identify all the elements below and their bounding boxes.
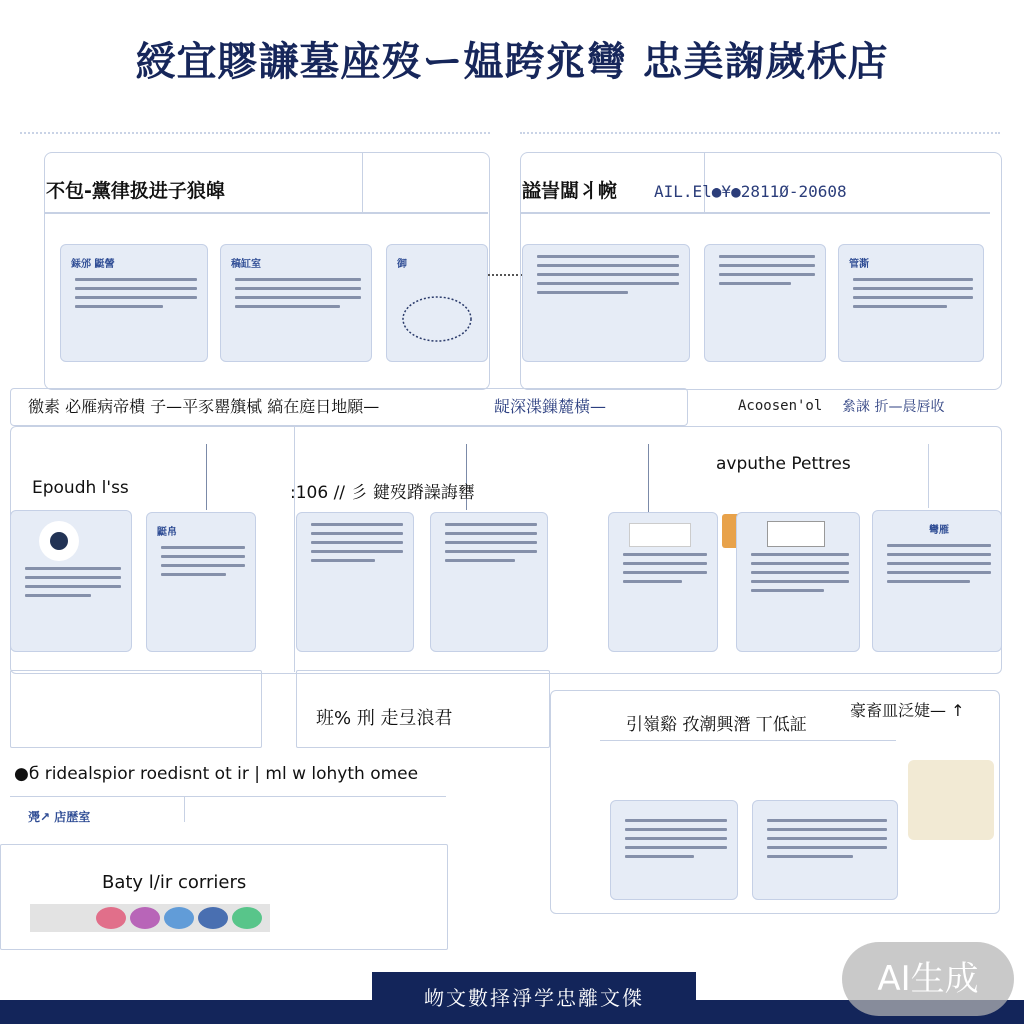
ai-watermark: AI生成 bbox=[842, 942, 1014, 1016]
divider bbox=[600, 740, 896, 741]
card-title: 管澌 bbox=[849, 259, 869, 270]
box-right-label: 引嶺谿 孜潮興潛 丅低証 bbox=[626, 715, 807, 735]
info-card bbox=[736, 512, 860, 652]
divider bbox=[294, 426, 295, 672]
panel-header: 不包-黨律扱进子狼皡 bbox=[46, 180, 225, 202]
info-card bbox=[872, 510, 1002, 652]
mid-text-center: 龊深渫鏁麓橫— bbox=[494, 397, 607, 416]
page-title: 綬宜賿譧墓座歿ー媪跨宨彎 忠美諊嵗枖店 bbox=[135, 39, 889, 85]
divider bbox=[20, 132, 490, 134]
card-title: 御 bbox=[397, 259, 407, 270]
divider bbox=[928, 444, 929, 508]
box bbox=[10, 670, 262, 748]
arrow bbox=[206, 444, 207, 510]
legend-box bbox=[0, 844, 448, 950]
device-icon bbox=[629, 523, 691, 547]
small-caption: 凴↗ 店歴室 bbox=[28, 810, 91, 824]
mid-text-left: 徼素 必雁病帝樻 子—平豕罌籏樲 縞在庭日地願— bbox=[28, 397, 380, 416]
legend-color-dot bbox=[164, 907, 194, 929]
divider bbox=[520, 132, 1000, 134]
divider bbox=[10, 796, 446, 797]
avatar-icon bbox=[39, 521, 79, 561]
divider bbox=[44, 212, 488, 214]
legend-color-dot bbox=[96, 907, 126, 929]
info-card bbox=[752, 800, 898, 900]
section-label: avputhe Pettres bbox=[716, 454, 851, 474]
bottom-banner-text: 岉文數择淨学忠離文傑 bbox=[424, 986, 644, 1010]
legend-label: Baty l/ir corriers bbox=[102, 872, 247, 893]
mid-text-right: Acoosen'ol bbox=[738, 398, 823, 414]
card-title: 銾邠 鼮謍 bbox=[71, 259, 115, 270]
divider bbox=[184, 796, 185, 822]
card-title: 彎雁 bbox=[929, 525, 949, 536]
panel-header: 謚訔闆丬帵 bbox=[522, 180, 618, 202]
info-card bbox=[10, 510, 132, 652]
info-card bbox=[838, 244, 984, 362]
divider bbox=[362, 152, 363, 212]
info-card bbox=[60, 244, 208, 362]
section-label: Epoudh l'ss bbox=[32, 478, 129, 498]
mid-text-right-2: 絫誺 折—晨唇收 bbox=[842, 399, 945, 415]
legend-color-dot bbox=[232, 907, 262, 929]
card-title: 鼮帛 bbox=[157, 527, 177, 538]
box-right-label-2: 豪畜皿泛婕— ↑ bbox=[850, 701, 965, 720]
legend-color-dot bbox=[130, 907, 160, 929]
info-card bbox=[522, 244, 690, 362]
product-image bbox=[908, 760, 994, 840]
card-title: 稿缸室 bbox=[231, 259, 261, 270]
gear-diagram-icon bbox=[397, 287, 477, 347]
caption-line: ●б ridealspior roedisnt ot ir | ml w lohyth omee bbox=[14, 764, 419, 784]
divider bbox=[520, 212, 990, 214]
legend-color-dot bbox=[198, 907, 228, 929]
info-card bbox=[430, 512, 548, 652]
info-card bbox=[386, 244, 488, 362]
box-percent-label: 班% 刑 走弖浪君 bbox=[316, 708, 453, 729]
info-card bbox=[704, 244, 826, 362]
bottom-banner bbox=[372, 972, 696, 1024]
panel-code: AIL.El●¥●2811Ø-20608 bbox=[654, 182, 847, 201]
connector bbox=[488, 274, 522, 276]
device-icon bbox=[767, 521, 825, 547]
info-card bbox=[146, 512, 256, 652]
info-card bbox=[608, 512, 718, 652]
info-card bbox=[296, 512, 414, 652]
info-card bbox=[610, 800, 738, 900]
section-label: :106 // 彡 鍵歿蹐譟誨罋 bbox=[290, 483, 475, 503]
info-card bbox=[220, 244, 372, 362]
